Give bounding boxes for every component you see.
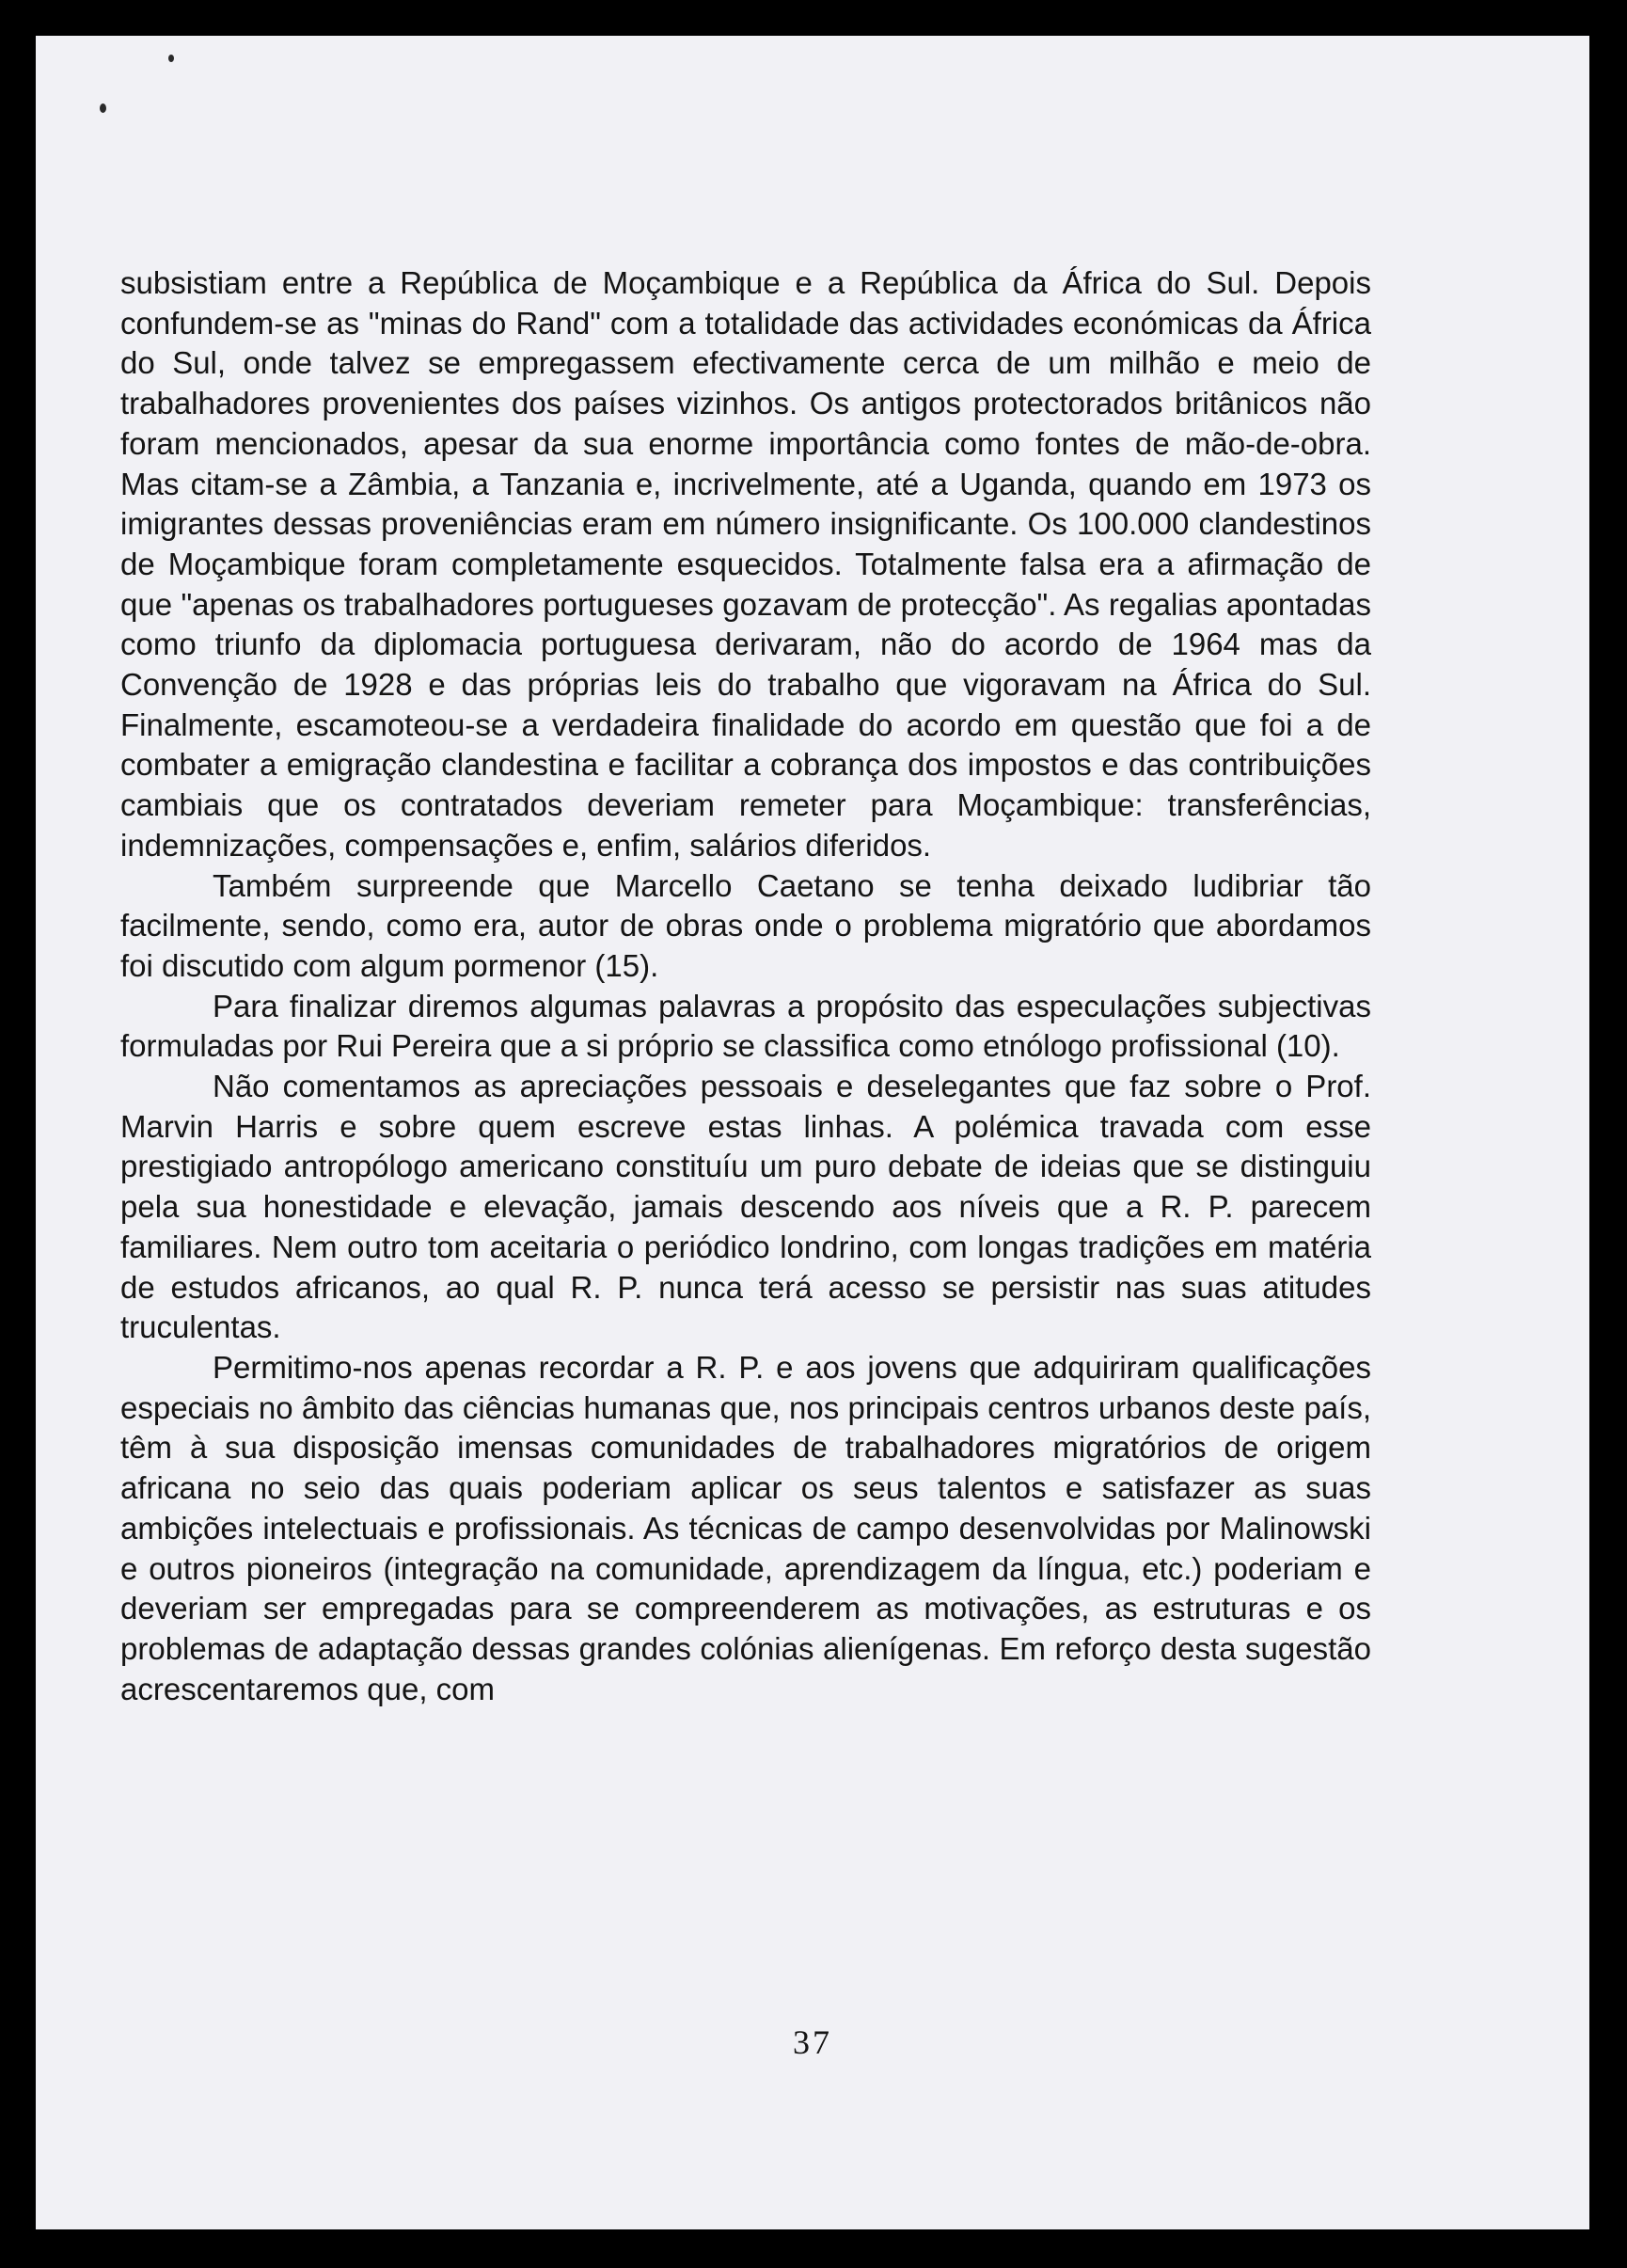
document-page — [36, 36, 1589, 2229]
paragraph: Permitimo-nos apenas recordar a R. P. e aos jovens que adquiriram qualificações especiais no âmbito das ciências humanas que, nos principais centros urbanos deste país, têm à sua disposição imensas comunidades de trabalhadores migratórios de origem africana no seio das quais poderiam aplicar os seus talentos e satisfazer as suas ambições intelectuais e profissionais. As técnicas de campo desenvolvidas por Malinowski e outros pioneiros (integração na comunidade, aprendizagem da língua, etc.) poderiam e deveriam ser empregadas para se compreenderem as motivações, as estruturas e os problemas de adaptação dessas grandes colónias alienígenas. Em reforço desta sugestão acrescentaremos que, com — [120, 1349, 1371, 1706]
page-number: 37 — [793, 2023, 832, 2061]
paragraph: Não comentamos as apreciações pessoais e deselegantes que faz sobre o Prof. Marvin Harris e sobre quem escreve estas linhas. A polémica travada com esse prestigiado antropólogo americano constituíu um puro debate de ideias que se distinguiu pela sua honestidade e elevação, jamais descendo aos níveis que a R. P. parecem familiares. Nem outro tom aceitaria o periódico londrino, com longas tradições em matéria de estudos africanos, ao qual R. P. nunca terá acesso se persistir nas suas atitudes truculentas. — [120, 1069, 1371, 1345]
paragraph: subsistiam entre a República de Moçambique e a República da África do Sul. Depois confundem-se as "minas do Rand" com a totalidade das actividades económicas da África do Sul, onde talvez se empregassem efectivamente cerca de um milhão e meio de trabalhadores provenientes dos países vizinhos. Os antigos protectorados britânicos não foram mencionados, apesar da sua enorme importância como fontes de mão-de-obra. Mas citam-se a Zâmbia, a Tanzania e, incrivelmente, até a Uganda, quando em 1973 os imigrantes dessas proveniências eram em número insignificante. Os 100.000 clandestinos de Moçambique foram completamente esquecidos. Totalmente falsa era a afirmação de que "apenas os trabalhadores portugueses gozavam de protecção". As regalias apontadas como triunfo da diplomacia portuguesa derivaram, não do acordo de 1964 mas da Convenção de 1928 e das próprias leis do trabalho que vigoravam na África do Sul. Finalmente, escamoteou-se a verdadeira finalidade do acordo em questão que foi a de combater a emigração clandestina e facilitar a cobrança dos impostos e das contribuições cambiais que os contratados deveriam remeter para Moçambique: transferências, indemnizações, compensações e, enfim, salários diferidos. — [120, 265, 1371, 863]
ink-speck — [168, 55, 174, 62]
paragraph: Para finalizar diremos algumas palavras a propósito das especulações subjectivas formuladas por Rui Pereira que a si próprio se classifica como etnólogo profissional (10). — [120, 988, 1371, 1064]
ink-speck — [100, 103, 106, 113]
paragraph: Também surpreende que Marcello Caetano se tenha deixado ludibriar tão facilmente, sendo, como era, autor de obras onde o problema migratório que abordamos foi discutido com algum pormenor (15). — [120, 867, 1371, 983]
body-text — [120, 263, 1371, 1709]
